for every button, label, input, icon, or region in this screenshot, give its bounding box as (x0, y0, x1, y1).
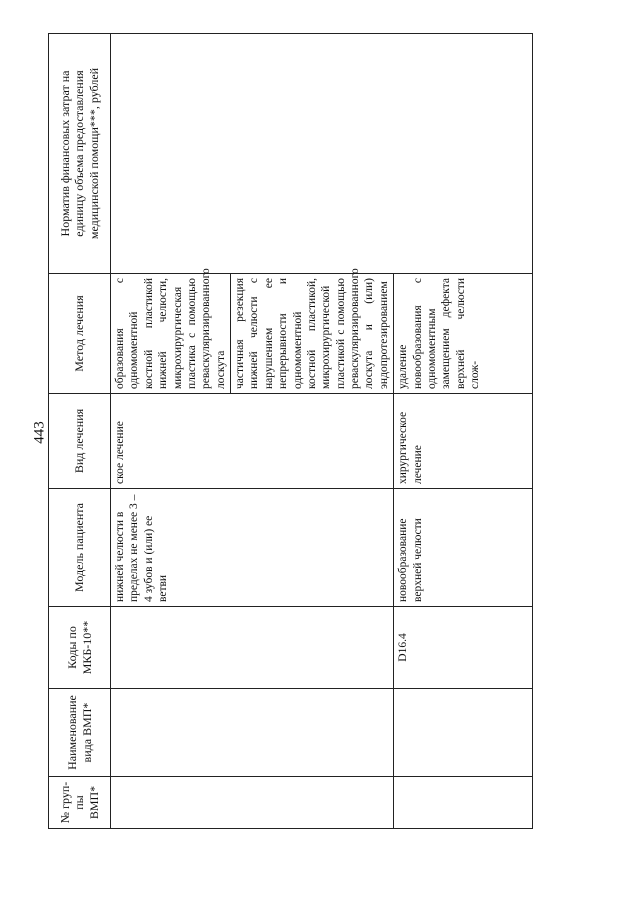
type-cell: хирургическое лечение (394, 394, 533, 489)
model-cell: новообразование верхней челюсти (394, 489, 533, 607)
header-type: Вид лечения (49, 394, 111, 489)
header-model: Модель пациента (49, 489, 111, 607)
code-cell: D16.4 (394, 607, 533, 689)
method-cell: удаление новообразования с одномоментным замещением дефекта верхней челюсти слож- (394, 274, 533, 394)
method-cell: образования с одномоментной костной пластикой нижней челюсти, микрохирургическая пластика с помощью реваскуляризированного лоскута (111, 274, 231, 394)
group-cell (394, 777, 533, 829)
header-name: Наименование вида ВМП* (49, 689, 111, 777)
header-method: Метод лечения (49, 274, 111, 394)
rotated-table-wrapper (48, 34, 533, 829)
method-cell: частичная резекция нижней челюсти с нарушением ее непрерывности и одномоментной костной пластикой, микрохирургической пластикой с помощью реваскуляризированного лоскута и (или) эндопротезированием (231, 274, 394, 394)
group-cell (111, 777, 394, 829)
header-codes: Коды по МКБ-10** (49, 607, 111, 689)
norm-cell (111, 34, 533, 274)
model-cell: нижней челюсти в пределах не менее 3 – 4 зубов и (или) ее ветви (111, 489, 394, 607)
page-number: 443 (31, 421, 48, 444)
name-cell (394, 689, 533, 777)
code-cell (111, 607, 394, 689)
header-norm: Норматив финансовых затрат на единицу объема предоставления медицинской помощи***, рублей (49, 34, 111, 274)
table-row (111, 34, 231, 829)
name-cell (111, 689, 394, 777)
header-group: № груп- пы ВМП* (49, 777, 111, 829)
treatment-table (48, 33, 533, 829)
type-cell: ское лечение (111, 394, 394, 489)
